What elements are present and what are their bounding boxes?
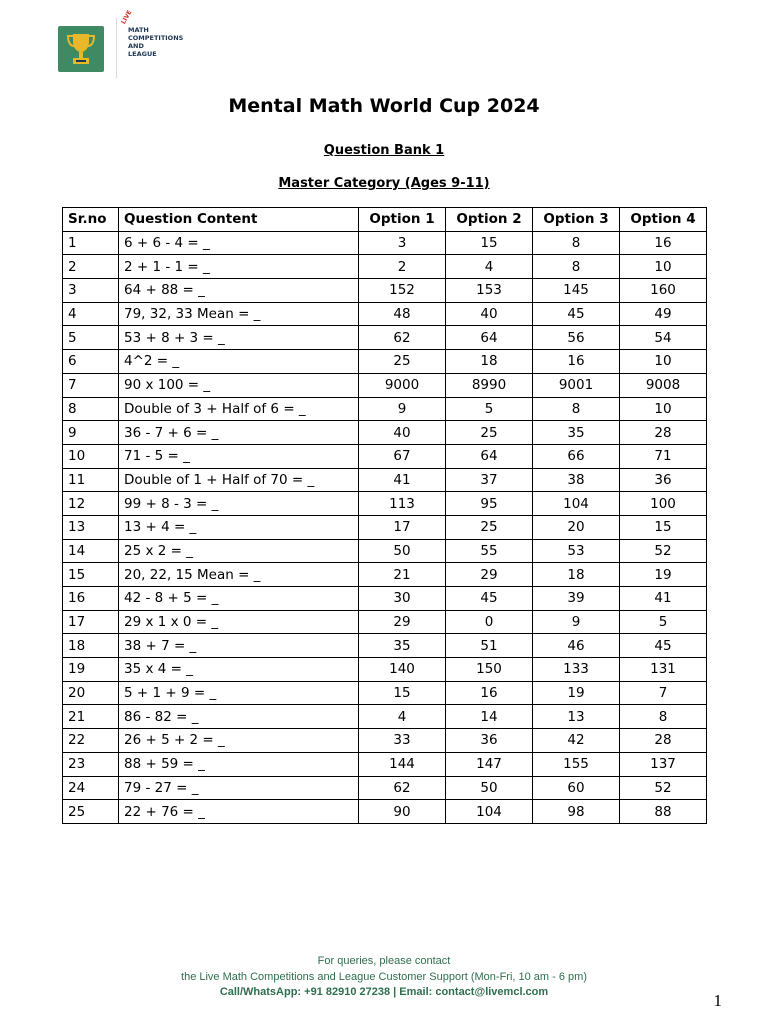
option-2-cell: 8990 [446,373,533,397]
logo-line: COMPETITIONS [128,34,184,42]
option-2-cell: 16 [446,681,533,705]
option-4-cell: 10 [620,255,707,279]
page-number: 1 [713,991,722,1010]
option-3-cell: 9001 [533,373,620,397]
option-4-cell: 52 [620,776,707,800]
option-2-cell: 51 [446,634,533,658]
table-row [63,373,707,397]
option-2-cell: 45 [446,587,533,611]
table-row [63,255,707,279]
option-3-cell: 45 [533,302,620,326]
sr-no-cell: 23 [63,752,119,776]
question-cell: 79 - 27 = _ [119,776,359,800]
option-4-cell: 19 [620,563,707,587]
option-4-cell: 88 [620,800,707,824]
option-2-cell: 29 [446,563,533,587]
option-4-cell: 9008 [620,373,707,397]
option-2-cell: 18 [446,350,533,374]
table-row [63,302,707,326]
option-3-cell: 35 [533,421,620,445]
sr-no-cell: 20 [63,681,119,705]
sr-no-cell: 17 [63,610,119,634]
header-question-content: Question Content [119,208,359,232]
sr-no-cell: 11 [63,468,119,492]
option-1-cell: 33 [359,729,446,753]
option-1-cell: 30 [359,587,446,611]
table-row [63,610,707,634]
option-1-cell: 50 [359,539,446,563]
option-3-cell: 155 [533,752,620,776]
option-1-cell: 4 [359,705,446,729]
header-sr-no: Sr.no [63,208,119,232]
question-cell: 90 x 100 = _ [119,373,359,397]
table-row [63,326,707,350]
option-4-cell: 10 [620,397,707,421]
option-1-cell: 17 [359,515,446,539]
option-2-cell: 95 [446,492,533,516]
table-row [63,468,707,492]
option-1-cell: 40 [359,421,446,445]
option-4-cell: 49 [620,302,707,326]
table-row [63,658,707,682]
option-2-cell: 37 [446,468,533,492]
question-cell: 4^2 = _ [119,350,359,374]
option-1-cell: 67 [359,444,446,468]
question-bank-heading: Question Bank 1 [323,143,445,158]
option-2-cell: 50 [446,776,533,800]
question-cell: Double of 1 + Half of 70 = _ [119,468,359,492]
option-2-cell: 64 [446,444,533,468]
question-table [62,207,707,824]
question-cell: 26 + 5 + 2 = _ [119,729,359,753]
option-1-cell: 29 [359,610,446,634]
option-4-cell: 36 [620,468,707,492]
option-1-cell: 48 [359,302,446,326]
footer-contact-line: For queries, please contact [317,955,451,967]
option-3-cell: 19 [533,681,620,705]
table-row [63,776,707,800]
option-4-cell: 131 [620,658,707,682]
question-cell: 6 + 6 - 4 = _ [119,231,359,255]
logo-line: MATH [128,26,149,34]
option-4-cell: 28 [620,421,707,445]
header-option-2: Option 2 [446,208,533,232]
table-row [63,515,707,539]
option-4-cell: 71 [620,444,707,468]
sr-no-cell: 14 [63,539,119,563]
option-2-cell: 150 [446,658,533,682]
sr-no-cell: 1 [63,231,119,255]
trophy-icon [58,26,104,72]
option-3-cell: 8 [533,255,620,279]
option-3-cell: 98 [533,800,620,824]
option-1-cell: 2 [359,255,446,279]
option-2-cell: 64 [446,326,533,350]
option-1-cell: 35 [359,634,446,658]
option-2-cell: 0 [446,610,533,634]
option-2-cell: 40 [446,302,533,326]
category-heading: Master Category (Ages 9-11) [278,176,490,191]
table-row [63,681,707,705]
option-3-cell: 46 [533,634,620,658]
option-1-cell: 3 [359,231,446,255]
option-4-cell: 28 [620,729,707,753]
sr-no-cell: 19 [63,658,119,682]
option-1-cell: 9 [359,397,446,421]
table-row [63,279,707,303]
question-cell: 35 x 4 = _ [119,658,359,682]
option-4-cell: 52 [620,539,707,563]
question-cell: 36 - 7 + 6 = _ [119,421,359,445]
option-3-cell: 42 [533,729,620,753]
table-row [63,444,707,468]
header-option-3: Option 3 [533,208,620,232]
sr-no-cell: 7 [63,373,119,397]
logo-live-text: LIVE [120,9,134,26]
option-1-cell: 140 [359,658,446,682]
option-3-cell: 16 [533,350,620,374]
option-2-cell: 4 [446,255,533,279]
option-4-cell: 5 [620,610,707,634]
trophy-badge [58,26,104,72]
option-1-cell: 113 [359,492,446,516]
sr-no-cell: 12 [63,492,119,516]
sr-no-cell: 18 [63,634,119,658]
table-row [63,397,707,421]
option-1-cell: 25 [359,350,446,374]
table-header-row [63,208,707,232]
option-2-cell: 153 [446,279,533,303]
question-cell: 13 + 4 = _ [119,515,359,539]
option-4-cell: 16 [620,231,707,255]
footer-phone-email-line: Call/WhatsApp: +91 82910 27238 | Email: contact@livemcl.com [219,986,549,998]
header-option-4: Option 4 [620,208,707,232]
sr-no-cell: 4 [63,302,119,326]
question-cell: 99 + 8 - 3 = _ [119,492,359,516]
table-row [63,752,707,776]
logo [58,9,186,76]
option-2-cell: 25 [446,421,533,445]
option-3-cell: 66 [533,444,620,468]
option-4-cell: 45 [620,634,707,658]
question-cell: 64 + 88 = _ [119,279,359,303]
question-cell: Double of 3 + Half of 6 = _ [119,397,359,421]
question-cell: 5 + 1 + 9 = _ [119,681,359,705]
table-body [63,231,707,823]
question-cell: 88 + 59 = _ [119,752,359,776]
table-row [63,539,707,563]
sr-no-cell: 10 [63,444,119,468]
table-row [63,350,707,374]
sr-no-cell: 9 [63,421,119,445]
sr-no-cell: 3 [63,279,119,303]
option-3-cell: 53 [533,539,620,563]
option-3-cell: 8 [533,231,620,255]
question-cell: 79, 32, 33 Mean = _ [119,302,359,326]
sr-no-cell: 5 [63,326,119,350]
logo-line: AND [128,42,144,50]
sr-no-cell: 22 [63,729,119,753]
option-1-cell: 21 [359,563,446,587]
option-3-cell: 104 [533,492,620,516]
sr-no-cell: 16 [63,587,119,611]
option-3-cell: 133 [533,658,620,682]
option-3-cell: 18 [533,563,620,587]
option-2-cell: 147 [446,752,533,776]
question-cell: 20, 22, 15 Mean = _ [119,563,359,587]
table-row [63,729,707,753]
question-cell: 42 - 8 + 5 = _ [119,587,359,611]
option-2-cell: 104 [446,800,533,824]
option-3-cell: 20 [533,515,620,539]
header-option-1: Option 1 [359,208,446,232]
option-1-cell: 144 [359,752,446,776]
option-4-cell: 41 [620,587,707,611]
question-cell: 53 + 8 + 3 = _ [119,326,359,350]
sr-no-cell: 25 [63,800,119,824]
question-cell: 71 - 5 = _ [119,444,359,468]
sr-no-cell: 8 [63,397,119,421]
logo-divider [116,18,117,78]
option-2-cell: 25 [446,515,533,539]
option-3-cell: 39 [533,587,620,611]
option-2-cell: 36 [446,729,533,753]
option-1-cell: 152 [359,279,446,303]
question-cell: 38 + 7 = _ [119,634,359,658]
table-row [63,587,707,611]
option-4-cell: 100 [620,492,707,516]
option-4-cell: 7 [620,681,707,705]
question-cell: 86 - 82 = _ [119,705,359,729]
sr-no-cell: 6 [63,350,119,374]
footer-support-line: the Live Math Competitions and League Customer Support (Mon-Fri, 10 am - 6 pm) [181,971,587,983]
option-4-cell: 54 [620,326,707,350]
sr-no-cell: 21 [63,705,119,729]
option-4-cell: 10 [620,350,707,374]
option-1-cell: 41 [359,468,446,492]
option-4-cell: 8 [620,705,707,729]
question-cell: 25 x 2 = _ [119,539,359,563]
logo-wordmark [128,26,188,58]
question-cell: 29 x 1 x 0 = _ [119,610,359,634]
option-3-cell: 13 [533,705,620,729]
option-1-cell: 90 [359,800,446,824]
option-1-cell: 9000 [359,373,446,397]
option-3-cell: 60 [533,776,620,800]
option-4-cell: 160 [620,279,707,303]
option-3-cell: 56 [533,326,620,350]
option-4-cell: 15 [620,515,707,539]
option-3-cell: 9 [533,610,620,634]
option-2-cell: 5 [446,397,533,421]
option-3-cell: 8 [533,397,620,421]
question-cell: 2 + 1 - 1 = _ [119,255,359,279]
option-2-cell: 14 [446,705,533,729]
sr-no-cell: 24 [63,776,119,800]
sr-no-cell: 2 [63,255,119,279]
option-1-cell: 62 [359,326,446,350]
table-row [63,563,707,587]
option-2-cell: 15 [446,231,533,255]
sr-no-cell: 13 [63,515,119,539]
page-title: Mental Math World Cup 2024 [228,95,540,117]
table-row [63,800,707,824]
logo-line: LEAGUE [128,50,157,58]
option-3-cell: 38 [533,468,620,492]
sr-no-cell: 15 [63,563,119,587]
table-row [63,705,707,729]
table-row [63,421,707,445]
option-3-cell: 145 [533,279,620,303]
table-row [63,634,707,658]
table-row [63,492,707,516]
question-cell: 22 + 76 = _ [119,800,359,824]
option-4-cell: 137 [620,752,707,776]
option-1-cell: 15 [359,681,446,705]
option-1-cell: 62 [359,776,446,800]
option-2-cell: 55 [446,539,533,563]
table-row [63,231,707,255]
